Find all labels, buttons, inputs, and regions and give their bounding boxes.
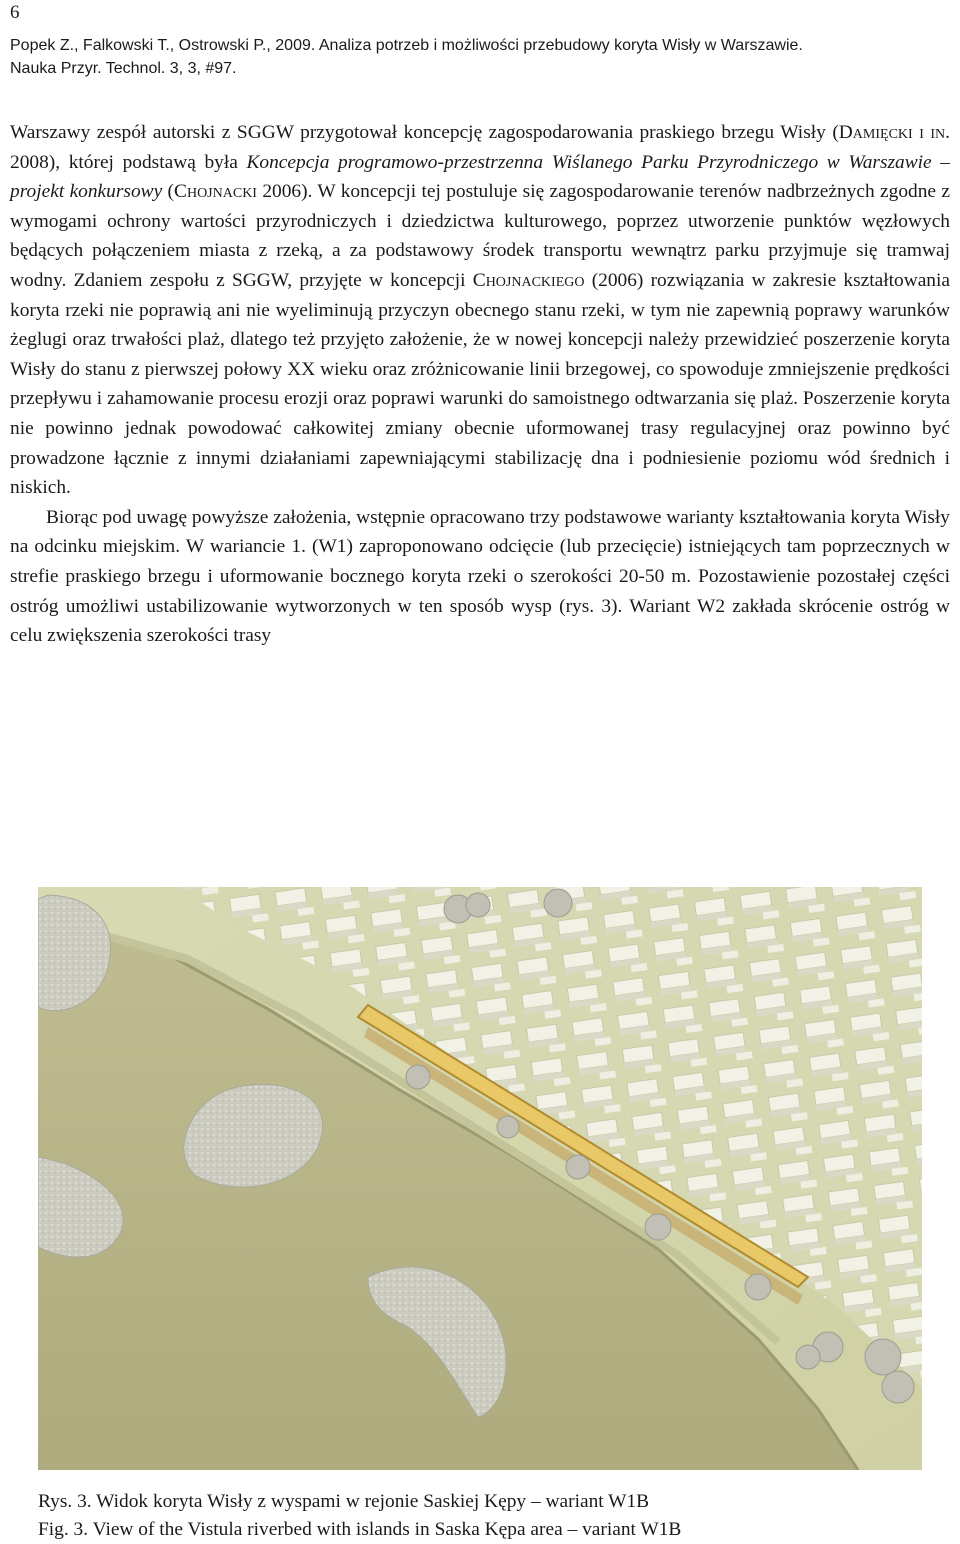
- cited-title: Koncepcja programowo-przestrzenna Wiślanego Parku Przyrodniczego w Warszawie – projekt konkursowy: [10, 151, 950, 203]
- figure-3-photo: [38, 887, 922, 1470]
- figure-caption: [38, 1488, 681, 1544]
- citation-chojnackiego: Chojnackiego: [472, 269, 585, 291]
- paragraph-2: Biorąc pod uwagę powyższe założenia, wstępnie opracowano trzy podstawowe warianty kształtowania koryta Wisły na odcinku miejskim. W wariancie 1. (W1) zaproponowano odcięcie (lub przecięcie) istniejących tam poprzecznych w strefie praskiego brzegu i uformowanie bocznego koryta rzeki o szerokości 20-50 m. Pozostawienie pozostałej części ostróg umożliwi ustabilizowanie wytworzonych w ten sposób wysp (rys. 3). Wariant W2 zakłada skrócenie ostróg w celu zwiększenia szerokości trasy: [10, 506, 950, 647]
- citation-line-2: Nauka Przyr. Technol. 3, 3, #97.: [10, 60, 237, 77]
- p1-text-5: (2006) rozwiązania w zakresie kształtowania koryta rzeki nie poprawią ani nie wyeliminują przyczyn obecnego stanu rzeki, w tym nie zapewnią poprawy warunków żeglugi oraz trwałości plaż, dlatego też przyjęto założenie, że w nowej koncepcji należy przewidzieć poszerzenie koryta Wisły do stanu z pierwszej połowy XX wieku oraz zróżnicowanie linii brzegowej, co spowoduje zmniejszenie prędkości przepływu i zahamowanie procesu erozji oraz poprawi warunki do samoistnego odtwarzania się plaż. Poszerzenie koryta nie powinno jednak powodować całkowitej zmiany obecnie uformowanej trasy regulacyjnej oraz powinno być prowadzone łącznie z innymi działaniami zapewniającymi stabilizację dna i podniesienie poziomu wód średnich i niskich.: [10, 269, 950, 499]
- citation-damiecki: Damięcki i in: [838, 122, 946, 143]
- caption-english: Fig. 3. View of the Vistula riverbed with islands in Saska Kępa area – variant W1B: [38, 1519, 682, 1540]
- caption-polish: Rys. 3. Widok koryta Wisły z wyspami w rejonie Saskiej Kępy – wariant W1B: [38, 1491, 650, 1512]
- body-text: [10, 118, 950, 651]
- p1-text-1: Warszawy zespół autorski z SGGW przygotował koncepcję zagospodarowania praskiego brzegu Wisły (: [10, 122, 839, 143]
- citation-header: [10, 34, 950, 80]
- citation-chojnacki: Chojnacki: [174, 181, 257, 203]
- p1-text-3: (: [162, 181, 175, 203]
- paragraph-1: [10, 118, 950, 503]
- p1-text-4: 2006). W koncepcji tej postuluje się zagospodarowanie terenów nadbrzeżnych zgodne z wymogami ochrony wartości przyrodniczych i dziedzictwa kulturowego, poprzez utworzenie punktów węzłowych będących połączeniem miasta z rzeką, a za podstawowy środek transportu wewnątrz parku przyjmuje się tramwaj wodny. Zdaniem zespołu z SGGW, przyjęte w koncepcji: [10, 181, 950, 291]
- citation-line-1: Popek Z., Falkowski T., Ostrowski P., 2009. Analiza potrzeb i możliwości przebudowy koryta Wisły w Warszawie.: [10, 37, 803, 54]
- river-model-illustration: [38, 887, 922, 1470]
- p1-text-2: . 2008), której podstawą była: [10, 122, 950, 173]
- page-number: 6: [10, 2, 20, 23]
